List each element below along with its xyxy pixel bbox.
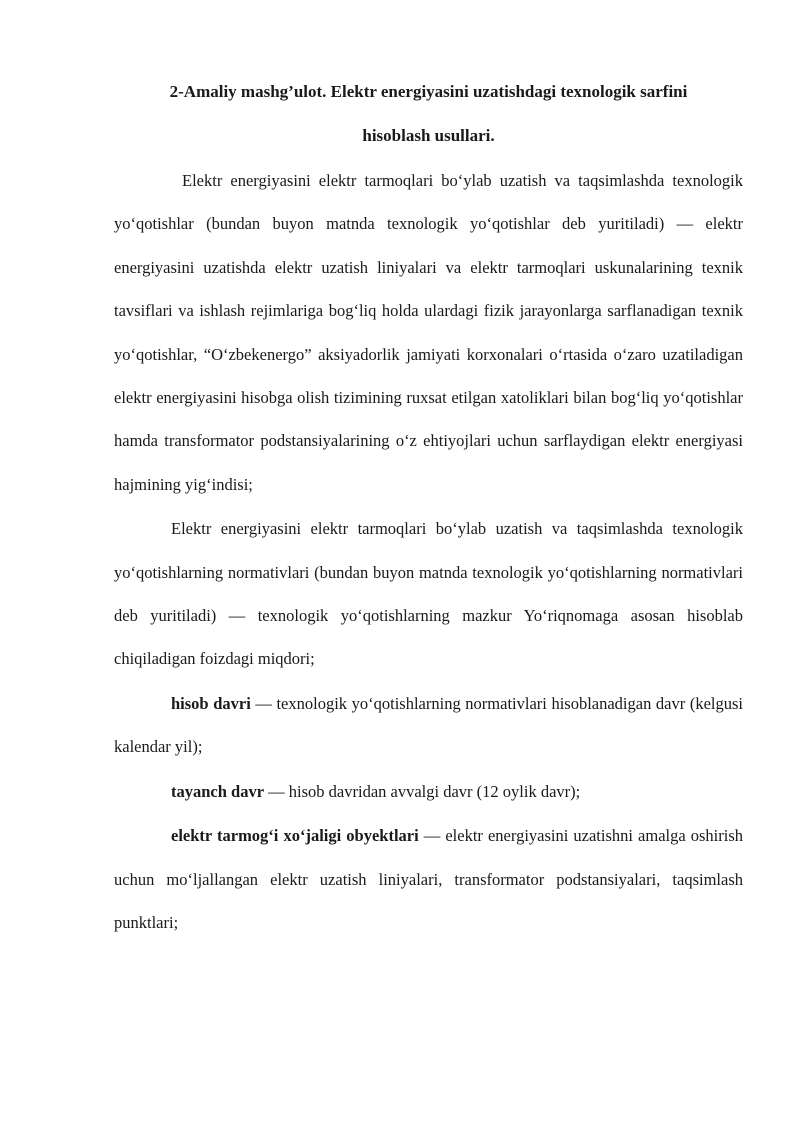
title-line-1: 2-Amaliy mashg’ulot. Elektr energiyasini uzatishdagi texnologik sarfini <box>169 82 688 101</box>
paragraph-definition-loss-norms <box>114 507 743 681</box>
paragraph-definition-base-period <box>114 770 743 813</box>
term-label: hisob davri <box>171 693 251 713</box>
paragraph-text: Elektr energiyasini elektr tarmoqlari bo‘ylab uzatish va taqsimlashda texnologik yo‘qotishlarning normativlari (bundan buyon matnda texnologik yo‘qotishlarning normativlari deb yuritiladi) — texnologik yo‘qotishlarning mazkur Yo‘riqnomaga asosan hisoblab chiqiladigan foizdagi miqdori; <box>114 519 743 669</box>
title-line-2: hisoblash usullari. <box>362 126 495 145</box>
term-label: tayanch davr <box>171 781 265 801</box>
term-label: elektr tarmog‘i xo‘jaligi obyektlari <box>171 826 419 846</box>
paragraph-definition-grid-facilities <box>114 814 743 944</box>
paragraph-text: — elektr energiyasini uzatishni amalga oshirish uchun mo‘ljallangan elektr uzatish liniyalari, transformator podstansiyalari, taqsimlash punktlari; <box>114 826 743 932</box>
paragraph-definition-accounting-period <box>114 682 743 769</box>
page-title <box>114 70 743 158</box>
paragraph-text: Elektr energiyasini elektr tarmoqlari bo‘ylab uzatish va taqsimlashda texnologik yo‘qotishlar (bundan buyon matnda texnologik yo‘qotishlar deb yuritiladi) — elektr energiyasini uzatishda elektr uzatish liniyalari va elektr tarmoqlari uskunalarining texnik tavsiflari va ishlash rejimlariga bog‘liq holda ulardagi fizik jarayonlarga sarflanadigan texnik yo‘qotishlar, “O‘zbekenergo” aksiyadorlik jamiyati korxonalari o‘rtasida o‘zaro uzatiladigan elektr energiyasini hisobga olish tizimining ruxsat etilgan xatoliklari bilan bog‘liq yo‘qotishlar hamda transformator podstansiyalarining o‘z ehtiyojlari uchun sarflaydigan elektr energiyasi hajmining yig‘indisi; <box>114 171 743 494</box>
paragraph-definition-technological-losses <box>114 159 743 506</box>
paragraph-text: — texnologik yo‘qotishlarning normativlari hisoblanadigan davr (kelgusi kalendar yil); <box>114 693 744 757</box>
paragraph-text: — hisob davridan avvalgi davr (12 oylik davr); <box>264 781 581 801</box>
